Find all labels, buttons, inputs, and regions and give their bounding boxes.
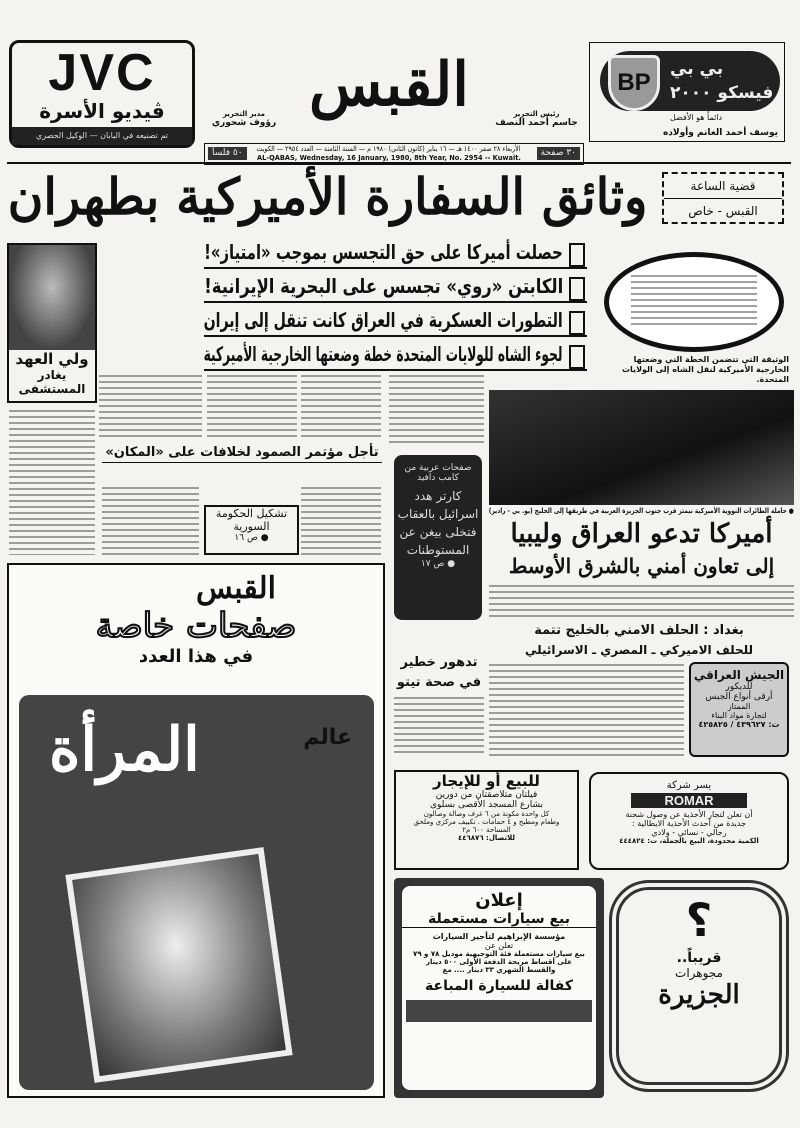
cars-company: مؤسسة الإبراهيم لتأجير السيارات [433, 932, 567, 941]
article-column [208, 375, 298, 440]
cars-line: على أقساط مريحة الدفعة الأولى ٥٠٠ دينار [426, 958, 574, 966]
jazeera-name: الجزيرة [659, 980, 741, 1010]
special-brand: القبس [197, 571, 277, 606]
baghdad-headline: بغداد : الحلف الامني بالخليج تتمة [535, 623, 745, 638]
subhead-2: الكابتن «روي» تجسس على البحرية الإيرانية! [205, 274, 564, 298]
cars-announce: تعلن عن [485, 941, 515, 950]
bp-name: بي بي فيسكو ٢٠٠٠ [601, 51, 781, 111]
romar-contact: الكمية محدودة، البيع بالجملة، ت: ٤٤٤٨٢٤ [620, 837, 760, 845]
syria-ref: ● ص ١٦ [235, 533, 270, 543]
syria-box [205, 505, 300, 555]
gypsum-phone: ت: ٤٣٩٦٢٧ / ٤٢٥٨٢٥ [699, 720, 781, 729]
camp-david-ref: ● ص ١٧ [421, 559, 457, 569]
syria-title: تشكيل الحكومة السورية [216, 507, 289, 533]
article-column [302, 487, 382, 555]
camp-david-kicker: صفحات عربية من كامب دافيد [405, 463, 473, 483]
jazeera-kind: مجوهرات [676, 966, 724, 980]
special-title: صفحات خاصة [96, 606, 298, 646]
article-column [302, 375, 382, 440]
jvc-ad [10, 40, 196, 148]
jazeera-jewelry-ad [610, 880, 790, 1092]
womens-world-panel [20, 695, 375, 1090]
article-column [100, 375, 203, 440]
aircraft-carrier-photo [490, 390, 795, 505]
dateline-ar-row [258, 145, 522, 154]
tito-line2: في صحة تيتو [397, 675, 483, 690]
masthead-logo: القبس [310, 50, 470, 120]
cars-subtitle: بيع سيارات مستعملة [403, 911, 597, 928]
romar-ad [590, 772, 790, 870]
main-headline: وثائق السفارة الأميركية بطهران [8, 167, 648, 226]
jazeera-soon: قريباً.. [677, 950, 723, 966]
us-call-text [490, 585, 795, 619]
tag-top: قضية الساعة [665, 174, 783, 199]
crown-prince-line1: ولي العهد [16, 350, 90, 368]
romar-intro: يسر شركة [667, 780, 713, 791]
subhead-1-row [205, 237, 588, 269]
dateline-ar: الأربعاء ٢٨ صفر ١٤٠٠ هـ — ١٦ يناير (كانون الثاني) ١٩٨٠ م — السنة الثامنة — العدد ٢٩٥٤ — الكويت [257, 145, 522, 153]
gypsum-line: للديكور [726, 682, 754, 692]
us-call-headline-row [490, 518, 795, 550]
iraqi-gypsum-ad [690, 662, 790, 757]
romar-line: أن تعلن لتجار الأحذية عن وصول شحنة [626, 810, 754, 819]
us-call-subheadline: إلى تعاون أمني بالشرق الأوسط [509, 554, 776, 578]
price: ٥٠ فلساً [209, 147, 248, 160]
baghdad-text [490, 664, 685, 758]
bp-logo: BP [609, 55, 661, 111]
baghdad-subheadline: للحلف الاميركي ـ المصري ـ الاسرائيلي [525, 643, 755, 657]
gypsum-line: أرقى أنواع الجبس [706, 692, 774, 702]
crown-prince-line2: يغادر المستشفى [19, 368, 87, 396]
tito-text [395, 697, 485, 757]
managing-editor [200, 110, 290, 128]
camp-david-box [395, 455, 483, 620]
photo-caption-row [490, 506, 795, 516]
used-cars-ad [395, 878, 605, 1098]
cars-title: إعلان [476, 890, 524, 911]
camp-david-headline: كارتر هدد اسرائيل بالعقاب فتخلى بيغن عن المستوطنات [398, 489, 480, 557]
tito-line1: تدهور خطير [401, 655, 479, 670]
rent-line: المساحة ٦٠٠ م٢ [463, 826, 512, 834]
cars-line: والقسط الشهري ٣٣ دينار .... مع [443, 966, 557, 974]
summit-headline: تأجل مؤتمر الصمود لخلافات على «المكان» [103, 445, 383, 463]
page-count: ٣٠ صفحة [538, 147, 581, 160]
subhead-2-row [205, 271, 588, 303]
subhead-3-row [205, 305, 588, 337]
rent-line: فيلتان متلاصقتان من دورين [436, 790, 539, 800]
rent-line: بشارع المسجد الأقصى بسلوى [430, 800, 545, 810]
rent-line: وطعام ومطبخ و ٤ حمامات . تكييف مركزي وملحق [414, 818, 561, 826]
rent-phone: للاتصال: ٤٤٦٨٧٦ [458, 834, 517, 842]
tag-box [663, 172, 785, 224]
jvc-logo: JVC [49, 44, 157, 102]
crown-prince-text [10, 410, 96, 555]
romar-line: جديدة من أحدث الأحذية الايطالية : [632, 819, 748, 828]
rent-ad [395, 770, 580, 870]
editor-label: رئيس التحرير [514, 110, 561, 118]
bp-agent: يوسف أحمد الغانم وأولاده [663, 128, 779, 138]
special-pages-ad [8, 563, 386, 1098]
gypsum-line: لتجارة مواد البناء [712, 711, 768, 720]
bp-ad [590, 42, 786, 142]
cars-footer: كفالة للسيارة المباعة [426, 978, 574, 994]
cars-line: بيع سيارات مستعملة فئة التوجيهية موديل ٧٨ و ٧٩ [414, 950, 586, 958]
jvc-footer: تم تصنيعه في اليابان — الوكيل الحصري [13, 127, 193, 145]
bride-photo [66, 847, 293, 1083]
romar-line: رجالي - نسائي - ولادي [652, 828, 728, 837]
section-world: عالم [304, 725, 353, 750]
gypsum-title: الجيش العراقي [694, 668, 786, 682]
gypsum-line: الممتاز [728, 702, 752, 711]
managing-editor-name: رؤوف شحوري [212, 118, 278, 128]
jvc-tagline: ڤيديو الأسرة [40, 99, 166, 123]
subhead-3: التطورات العسكرية في العراق كانت تنقل إلى إيران [204, 308, 564, 332]
section-woman: المرأة [50, 715, 201, 785]
romar-logo: ROMAR [632, 793, 748, 808]
main-headline-row [8, 166, 648, 228]
question-mark-icon: ؟ [686, 893, 714, 947]
article-column [390, 375, 485, 447]
embassy-document-image [605, 252, 785, 352]
rent-title: للبيع أو للإيجار [434, 772, 541, 790]
subhead-4: لجوء الشاه للولايات المتحدة خطة وضعتها الخارجية الأميركية [205, 342, 564, 366]
dateline-en: AL-QABAS, Wednesday, 16 January, 1980, 8th Year, No. 2954 -- Kuwait. [258, 154, 522, 162]
us-call-headline: أميركا تدعو العراق وليبيا [511, 519, 774, 549]
summit-text [103, 487, 200, 555]
bp-slogan: دائماً هو الأفضل [671, 113, 724, 122]
special-sub: في هذا العدد [139, 646, 255, 667]
subhead-4-row [205, 339, 588, 371]
tag-bottom: القبس - خاص [689, 204, 759, 218]
subhead-1: حصلت أميركا على حق التجسس بموجب «امتياز»! [205, 240, 564, 264]
us-call-subheadline-row [490, 553, 795, 579]
document-caption: الوثيقة التي تتضمن الخطة التي وضعتها الخارجية الأميركية لنقل الشاه إلى الولايات المتحدة. [623, 355, 790, 384]
managing-editor-label: مدير التحرير [223, 110, 267, 118]
rent-line: كل واحدة مكونة من ٦ غرف وصالة وصالون [424, 810, 551, 818]
editor-in-chief [490, 110, 585, 128]
editor-name: جاسم أحمد النصف [496, 118, 579, 128]
photo-caption: ● حاملة الطائرات النووية الأميركية نيمتز قرب جنوب الجزيرة العربية في طريقها إلى الخليج (يو. بي - رادير) [489, 507, 795, 515]
divider [8, 162, 792, 164]
